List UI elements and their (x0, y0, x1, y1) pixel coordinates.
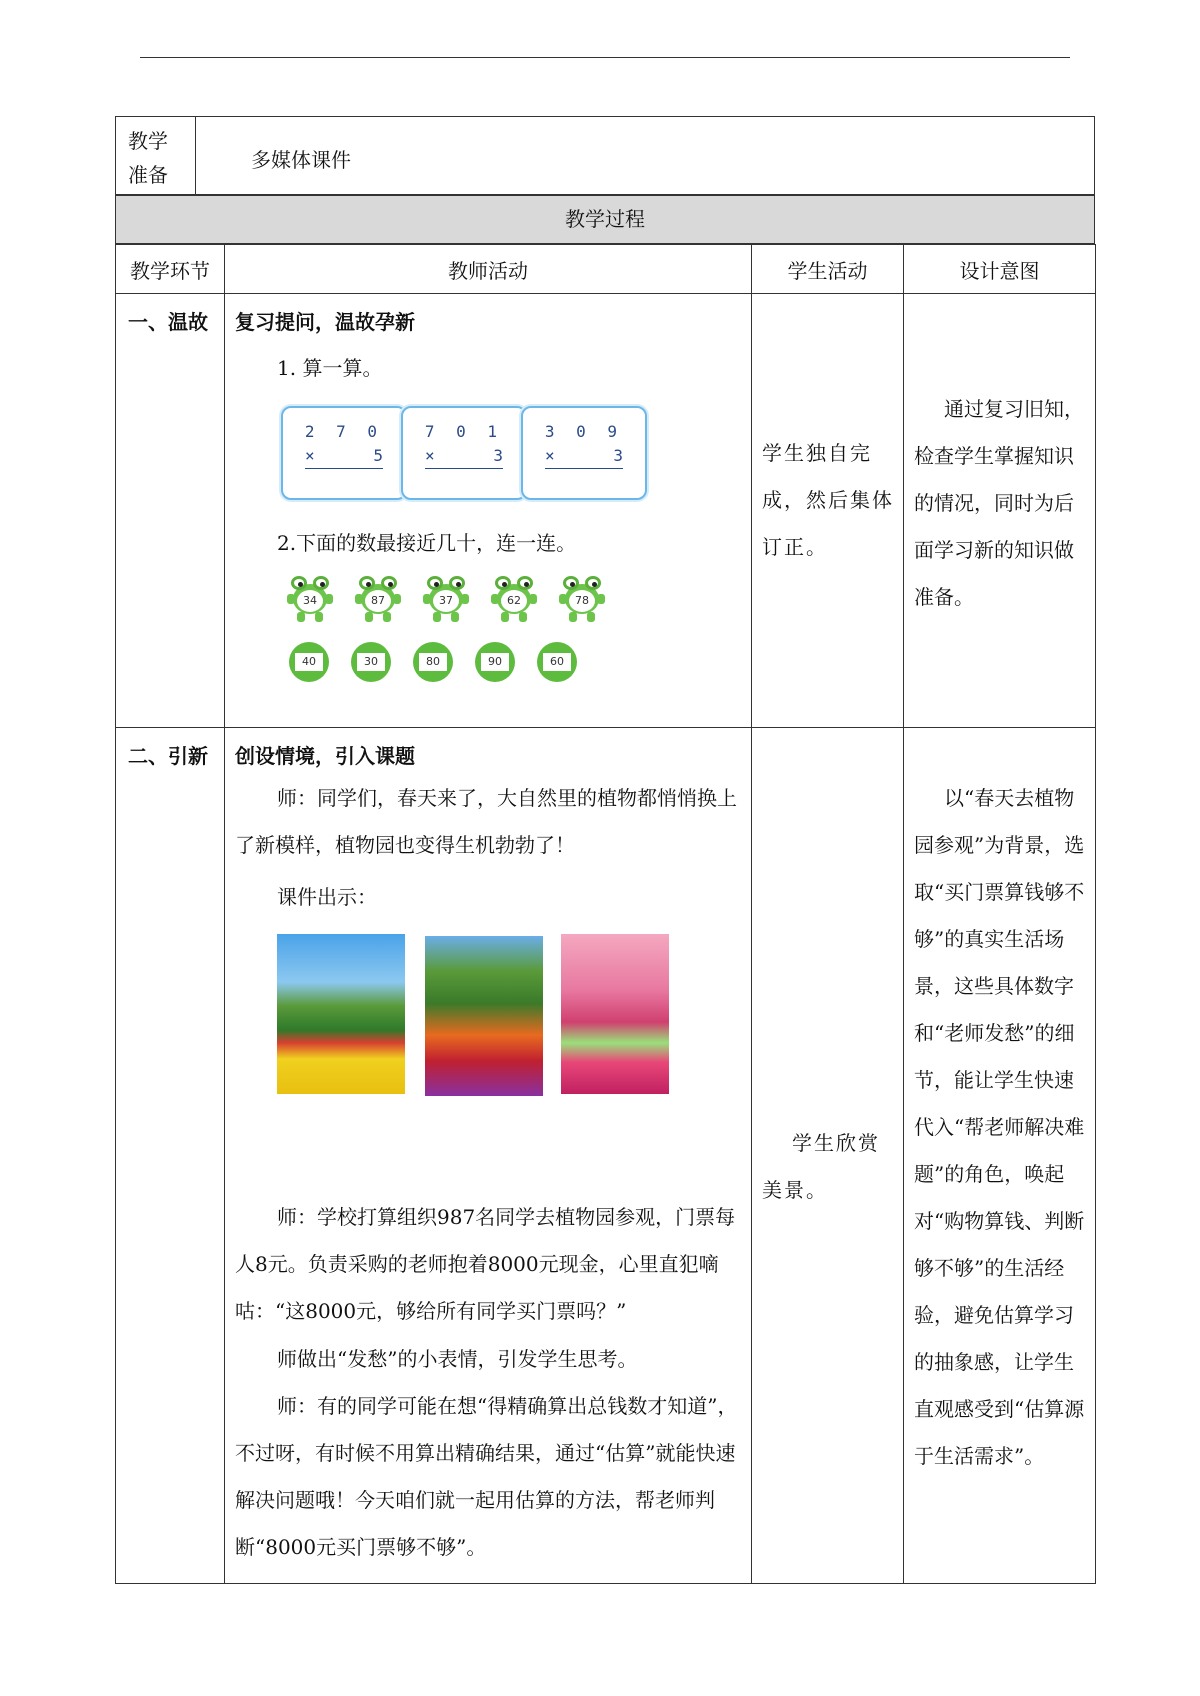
leaf-label: 30 (357, 653, 385, 671)
header-stage: 教学环节 (116, 245, 225, 294)
leaf-label: 60 (543, 653, 571, 671)
prep-label (116, 117, 196, 194)
leaf-label: 40 (295, 653, 323, 671)
table-row (116, 728, 1096, 1584)
table-row (116, 294, 1096, 728)
calc-cards (281, 406, 641, 500)
garden-photo (277, 934, 405, 1094)
stage-label: 二、引新 (128, 744, 208, 768)
calc-mul (425, 446, 503, 469)
header-intent: 设计意图 (904, 245, 1096, 294)
frog-number (557, 574, 607, 622)
blossom-path-photo (561, 934, 669, 1094)
design-intent: 以“春天去植物园参观”为背景，选取“买门票算钱够不够”的真实生活场景，这些具体数字和“老师发愁”的细节，能让学生快速代入“帮老师解决难题”的角色，唤起对“购物算钱、判断够不够”的生活经验，避免估算学习的抽象感，让学生直观感受到“估算源于生活需求”。 (914, 786, 1085, 1468)
calc-multiplier: 5 (373, 446, 383, 465)
paragraph: 师：学校打算组织987名同学去植物园参观，门票每人8元。负责采购的老师抱着8000元现金，心里直犯嘀咕：“这8000元，够给所有同学买门票吗？” (235, 1205, 736, 1323)
prep-label-line1: 教学 (128, 129, 168, 153)
frog-row (285, 574, 625, 626)
calc-top: 3 0 9 (544, 422, 623, 441)
leaf-row (289, 642, 629, 688)
frog-number (285, 574, 335, 622)
header-teacher: 教师活动 (225, 245, 752, 294)
section-title: 创设情境，引入课题 (235, 744, 415, 768)
leaf-label: 80 (419, 653, 447, 671)
frog-label: 62 (501, 590, 527, 612)
design-intent: 通过复习旧知，检查学生掌握知识的情况，同时为后面学习新的知识做准备。 (914, 397, 1084, 609)
calc-top: 2 7 0 (304, 422, 383, 441)
times-sign: × (425, 446, 435, 465)
frog-label: 37 (433, 590, 459, 612)
header-rule (140, 57, 1070, 58)
leaf-number (413, 642, 453, 682)
prep-label-line2: 准备 (128, 163, 168, 187)
student-activity: 学生欣赏美景。 (762, 1131, 880, 1202)
header-student: 学生活动 (752, 245, 904, 294)
frog-number (353, 574, 403, 622)
leaf-number (289, 642, 329, 682)
calc-card (521, 406, 647, 500)
lesson-table (115, 244, 1096, 1584)
leaf-number (351, 642, 391, 682)
leaf-number (475, 642, 515, 682)
calc-mul (545, 446, 623, 469)
calc-multiplier: 3 (493, 446, 503, 465)
student-activity: 学生独自完成，然后集体订正。 (762, 441, 894, 559)
prep-row (115, 116, 1095, 194)
frog-label: 87 (365, 590, 391, 612)
paragraph: 师做出“发愁”的小表情，引发学生思考。 (277, 1347, 638, 1371)
calc-multiplier: 3 (613, 446, 623, 465)
frog-label: 78 (569, 590, 595, 612)
paragraph: 师：有的同学可能在想“得精确算出总钱数才知道”，不过呀，有时候不用算出精确结果，通过“估算”就能快速解决问题哦！今天咱们就一起用估算的方法，帮老师判断“8000元买门票够不够”。 (235, 1394, 738, 1559)
frog-number (489, 574, 539, 622)
table-header-row (116, 245, 1096, 294)
calc-mul (305, 446, 383, 469)
stage-label: 一、温故 (128, 310, 208, 334)
leaf-number (537, 642, 577, 682)
frog-number (421, 574, 471, 622)
windmill-garden-photo (425, 936, 543, 1096)
times-sign: × (305, 446, 315, 465)
calc-card (401, 406, 527, 500)
frog-label: 34 (297, 590, 323, 612)
leaf-label: 90 (481, 653, 509, 671)
task-1: 1. 算一算。 (277, 356, 383, 380)
calc-top: 7 0 1 (424, 422, 503, 441)
calc-card (281, 406, 407, 500)
courseware-label: 课件出示： (277, 885, 377, 909)
paragraph: 师：同学们，春天来了，大自然里的植物都悄悄换上了新模样，植物园也变得生机勃勃了！ (235, 786, 737, 857)
process-title: 教学过程 (115, 194, 1095, 244)
task-2: 2.下面的数最接近几十，连一连。 (277, 531, 577, 555)
times-sign: × (545, 446, 555, 465)
prep-value: 多媒体课件 (251, 148, 351, 172)
section-title: 复习提问，温故孕新 (235, 310, 415, 334)
